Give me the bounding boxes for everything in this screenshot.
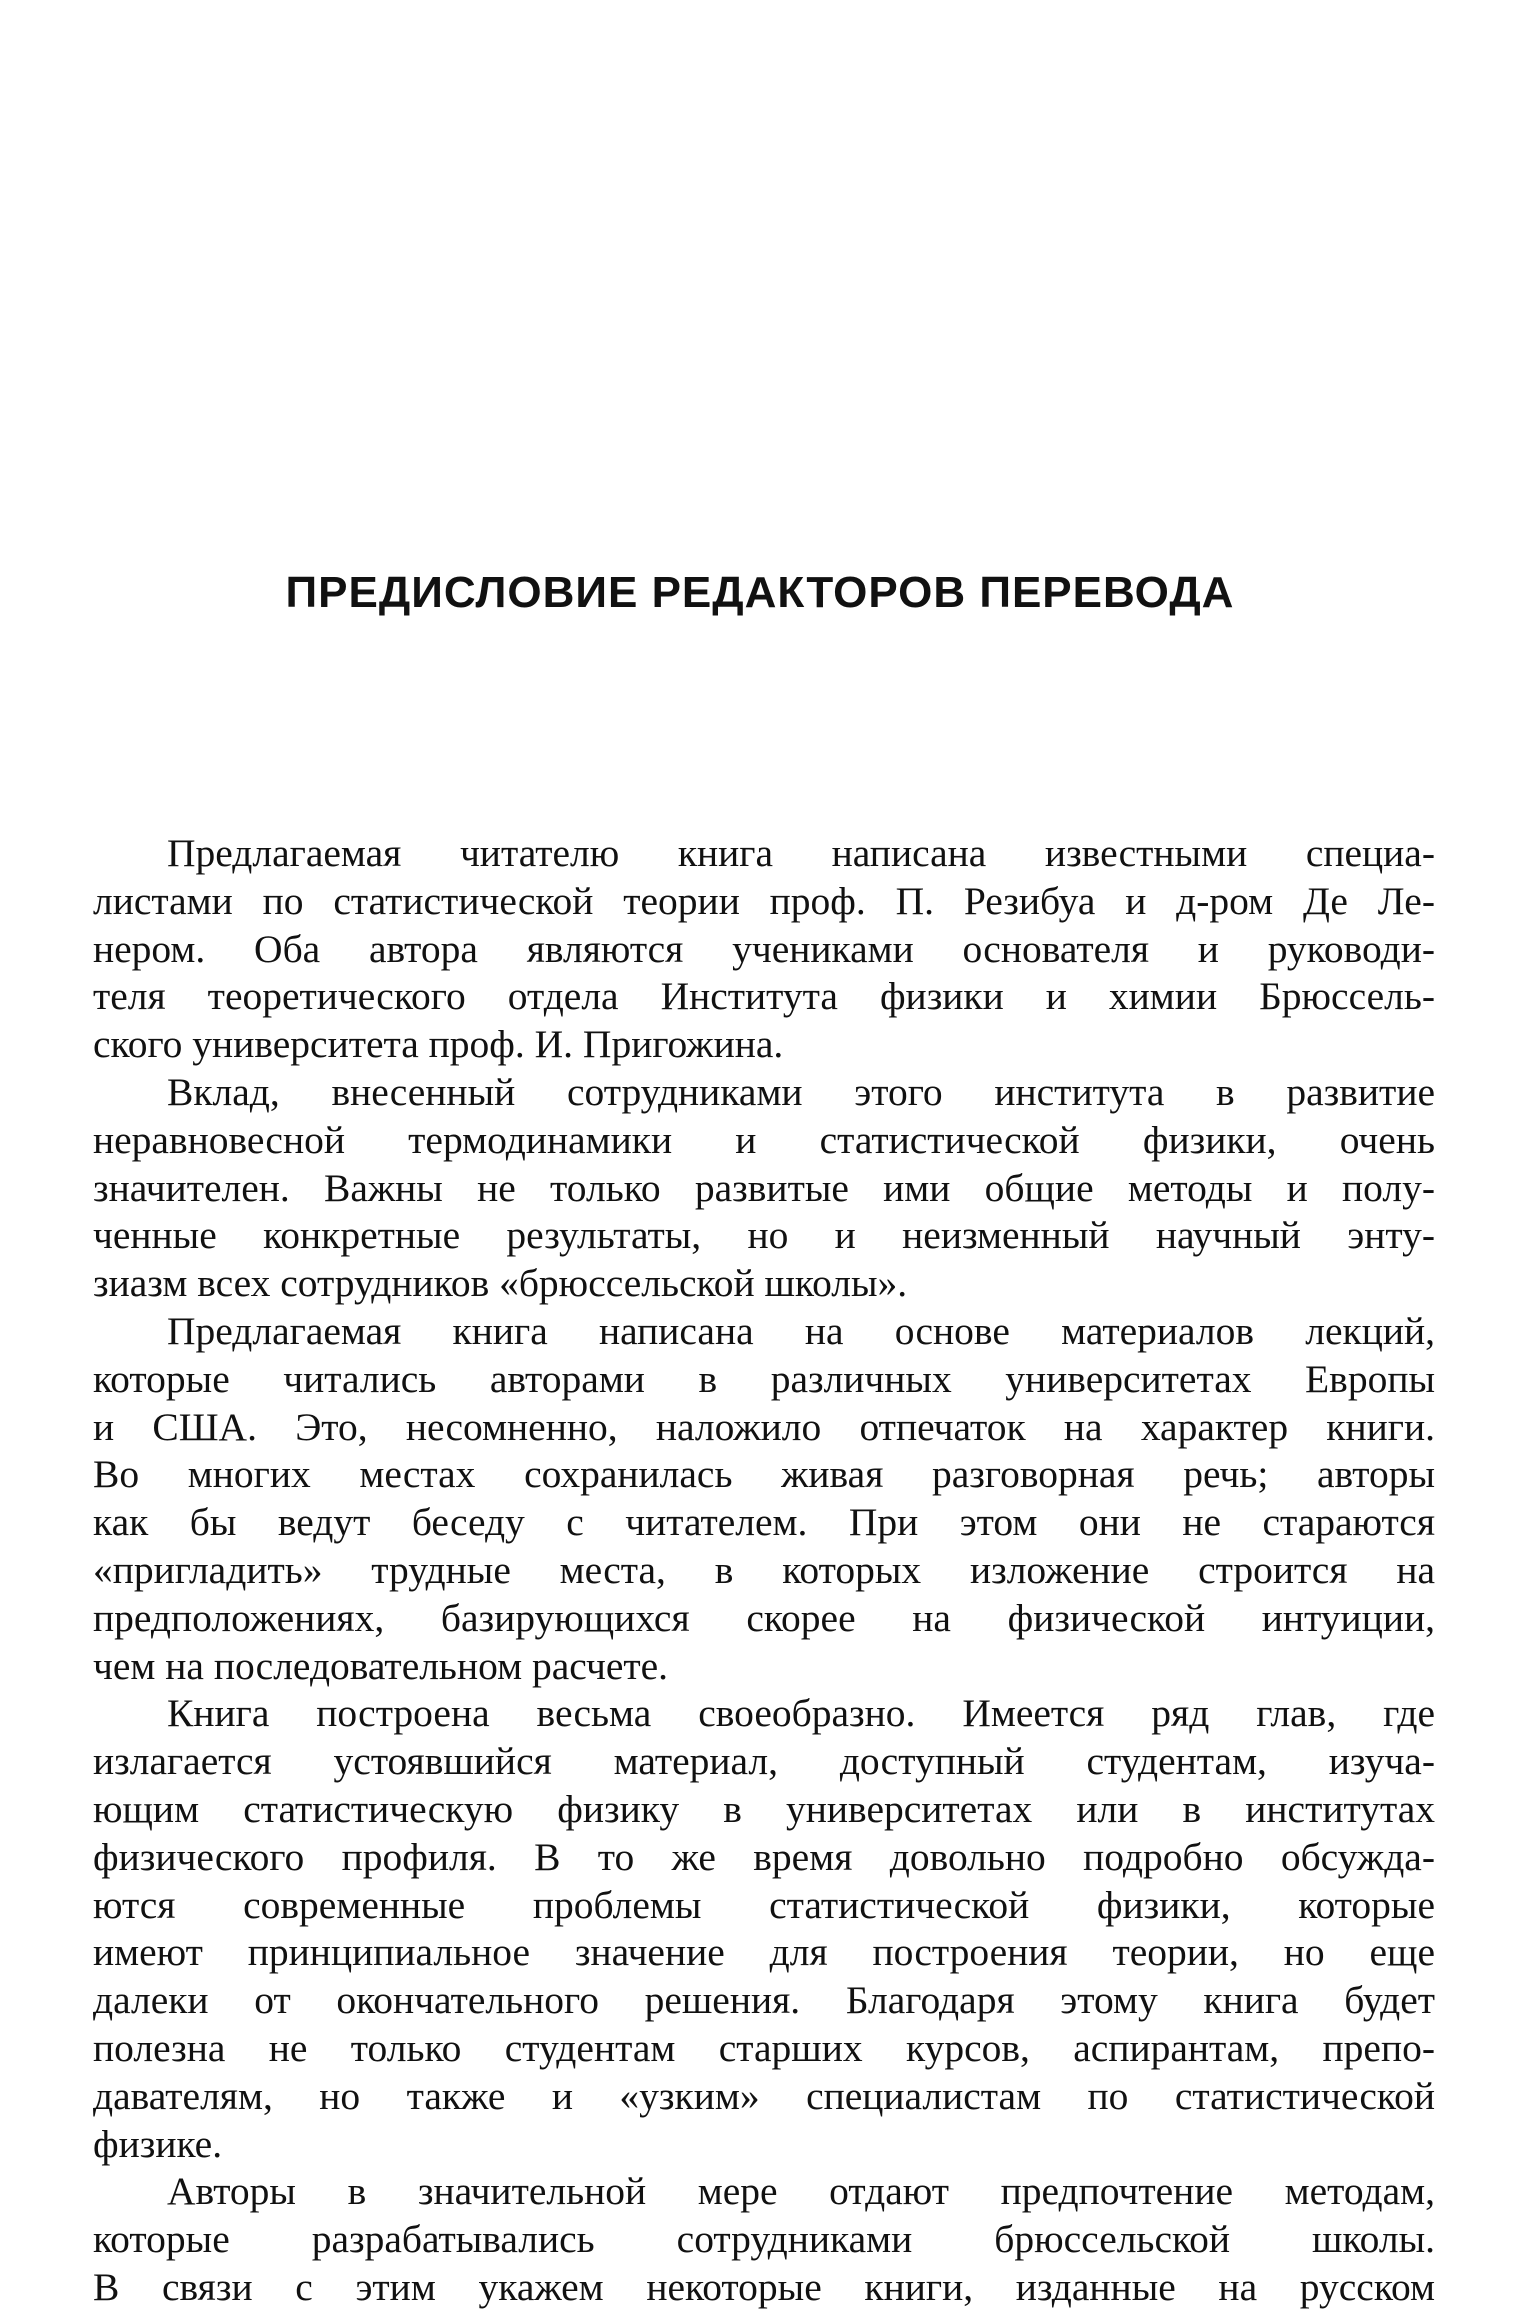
text-line: физического профиля. В то же время довольно подробно обсужда- [93, 1834, 1435, 1879]
text-line: неравновесной термодинамики и статистической физики, очень [93, 1117, 1435, 1162]
text-line: давателям, но также и «узким» специалистам по статистической [93, 2073, 1435, 2118]
text-line: Вклад, внесенный сотрудниками этого института в развитие [167, 1069, 1435, 1114]
text-line: нером. Оба автора являются учениками основателя и руководи- [93, 926, 1435, 971]
paragraph-1 [93, 830, 1435, 1069]
text-line: листами по статистической теории проф. П. Резибуа и д-ром Де Ле- [93, 878, 1435, 923]
text-line: физике. [93, 2121, 223, 2166]
text-line: «пригладить» трудные места, в которых изложение строится на [93, 1547, 1435, 1592]
page-title: ПРЕДИСЛОВИЕ РЕДАКТОРОВ ПЕРЕВОДА [285, 568, 1235, 617]
text-line: Авторы в значительной мере отдают предпочтение методам, [167, 2169, 1435, 2214]
paragraph-4 [93, 1690, 1435, 2168]
paragraph-2 [93, 1069, 1435, 1308]
text-line: которые разрабатывались сотрудниками брюссельской школы. [93, 2217, 1435, 2262]
text-line: значителен. Важны не только развитые ими общие методы и полу- [93, 1165, 1435, 1210]
text-line: Предлагаемая читателю книга написана известными специа- [167, 831, 1435, 875]
body-text [93, 830, 1435, 2312]
text-line: ского университета проф. И. Пригожина. [93, 1022, 784, 1067]
text-line: предположениях, базирующихся скорее на физической интуиции, [93, 1595, 1435, 1640]
text-line: ченные конкретные результаты, но и неизменный научный энту- [93, 1213, 1435, 1258]
text-line: ющим статистическую физику в университетах или в институтах [93, 1786, 1435, 1831]
text-line: ются современные проблемы статистической физики, которые [93, 1882, 1435, 1927]
text-line: Книга построена весьма своеобразно. Имеется ряд глав, где [167, 1691, 1435, 1736]
paragraph-3 [93, 1308, 1435, 1690]
text-line: полезна не только студентам старших курсов, аспирантам, препо- [93, 2025, 1435, 2070]
text-line: как бы ведут беседу с читателем. При этом они не стараются [93, 1500, 1435, 1545]
text-line: В связи с этим укажем некоторые книги, изданные на русском [93, 2264, 1435, 2309]
text-line: и США. Это, несомненно, наложило отпечаток на характер книги. [93, 1404, 1435, 1449]
text-line: которые читались авторами в различных университетах Европы [93, 1356, 1435, 1401]
text-line: теля теоретического отдела Института физики и химии Брюссель- [93, 974, 1435, 1019]
text-line: далеки от окончательного решения. Благодаря этому книга будет [93, 1978, 1435, 2023]
text-line: Во многих местах сохранилась живая разговорная речь; авторы [93, 1452, 1435, 1497]
text-line: Предлагаемая книга написана на основе материалов лекций, [167, 1308, 1435, 1353]
text-line: имеют принципиальное значение для построения теории, но еще [93, 1930, 1435, 1975]
text-line: зиазм всех сотрудников «брюссельской школы». [93, 1261, 908, 1306]
text-line: чем на последовательном расчете. [93, 1643, 669, 1688]
text-line: излагается устоявшийся материал, доступный студентам, изуча- [93, 1739, 1435, 1784]
paragraph-5 [93, 2168, 1435, 2311]
